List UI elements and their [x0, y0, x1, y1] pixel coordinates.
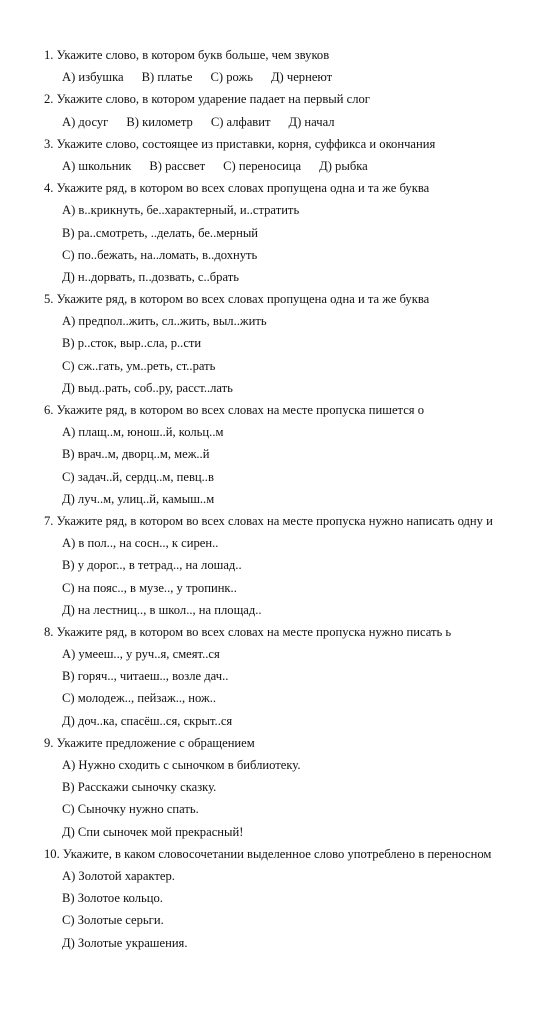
- answer-option: А) школьник: [62, 158, 132, 173]
- answer-option: С) Сыночку нужно спать.: [62, 802, 199, 817]
- answer-option: В) рассвет: [149, 158, 206, 173]
- answer-option: Д) выд..рать, соб..ру, расст..лать: [62, 380, 233, 395]
- answer-option: Д) чернеют: [270, 70, 333, 85]
- question-6-text: 6. Укажите ряд, в котором во всех словах на месте пропуска пишется о: [44, 403, 425, 417]
- answer-option: Д) Золотые украшения.: [62, 935, 188, 950]
- answer-option: С) молодеж.., пейзаж.., нож..: [62, 691, 217, 706]
- answer-option: С) сж..гать, ум..реть, ст..рать: [62, 358, 216, 373]
- answer-option: А) предпол..жить, сл..жить, выл..жить: [62, 314, 267, 329]
- answer-option: А) досуг: [62, 114, 109, 129]
- answer-option: С) переносица: [223, 158, 302, 173]
- question-8-text: 8. Укажите ряд, в котором во всех словах на месте пропуска нужно писать ь: [44, 624, 452, 639]
- answer-option: С) Золотые серьги.: [62, 913, 164, 928]
- answer-option: С) алфавит: [210, 114, 271, 129]
- answer-option: А) избушка: [62, 70, 124, 85]
- answer-option: Д) на лестниц.., в школ.., на площад..: [62, 602, 262, 617]
- answer-option: В) Золотое кольцо.: [62, 891, 163, 906]
- answer-option: А) Золотой характер.: [62, 868, 175, 883]
- answer-option: В) километр: [126, 114, 193, 129]
- answer-option: В) платье: [141, 70, 193, 85]
- answer-option: В) горяч.., читаеш.., возле дач..: [62, 669, 229, 684]
- answer-option: А) умееш.., у руч..я, смеят..ся: [62, 647, 220, 662]
- question-1-text: 1. Укажите слово, в котором букв больше, чем звуков: [44, 48, 330, 62]
- question-2-text: 2. Укажите слово, в котором ударение падает на первый слог: [44, 92, 370, 107]
- answer-option: В) у дорог.., в тетрад.., на лошад..: [62, 558, 242, 573]
- answer-option: С) на пояс.., в музе.., у тропинк..: [62, 580, 237, 595]
- question-4-text: 4. Укажите ряд, в котором во всех словах пропущена одна и та же буква: [44, 181, 430, 196]
- answer-option: А) в..крикнуть, бе..характерный, и..стратить: [62, 203, 300, 218]
- question-7-text: 7. Укажите ряд, в котором во всех словах на месте пропуска нужно написать одну и: [44, 513, 493, 528]
- answer-option: Д) луч..м, улиц..й, камыш..м: [62, 491, 215, 506]
- answer-option: Д) рыбка: [319, 158, 368, 173]
- question-3-text: 3. Укажите слово, состоящее из приставки, корня, суффикса и окончания: [44, 136, 436, 151]
- answer-option: А) Нужно сходить с сыночком в библиотеку.: [62, 758, 301, 772]
- answer-option: А) в пол.., на сосн.., к сирен..: [62, 536, 219, 551]
- question-2-options-row: [0, 111, 538, 133]
- answer-option: В) р..сток, выр..сла, р..сти: [62, 336, 202, 351]
- test-document: [0, 44, 538, 954]
- answer-option: С) по..бежать, на..ломать, в..дохнуть: [62, 247, 258, 262]
- question-9-text: 9. Укажите предложение с обращением: [44, 735, 255, 750]
- answer-option: Д) н..дорвать, п..дозвать, с..брать: [62, 269, 239, 284]
- question-5-text: 5. Укажите ряд, в котором во всех словах пропущена одна и та же буква: [44, 292, 430, 307]
- answer-option: С) задач..й, сердц..м, певц..в: [62, 469, 214, 484]
- answer-option: В) Расскажи сыночку сказку.: [62, 780, 217, 795]
- answer-option: В) врач..м, дворц..м, меж..й: [62, 447, 210, 462]
- answer-option: Д) начал: [288, 114, 335, 129]
- question-1-options-row: [0, 66, 538, 88]
- answer-option: В) ра..смотреть, ..делать, бе..мерный: [62, 225, 259, 240]
- question-3-options-row: [0, 155, 538, 177]
- question-10-text: 10. Укажите, в каком словосочетании выделенное слово употреблено в переносном: [44, 846, 492, 861]
- answer-option: С) рожь: [210, 70, 253, 85]
- answer-option: Д) Спи сыночек мой прекрасный!: [62, 824, 244, 839]
- answer-option: А) плащ..м, юнош..й, кольц..м: [62, 425, 224, 440]
- answer-option: Д) доч..ка, спасёш..ся, скрыт..ся: [62, 713, 233, 728]
